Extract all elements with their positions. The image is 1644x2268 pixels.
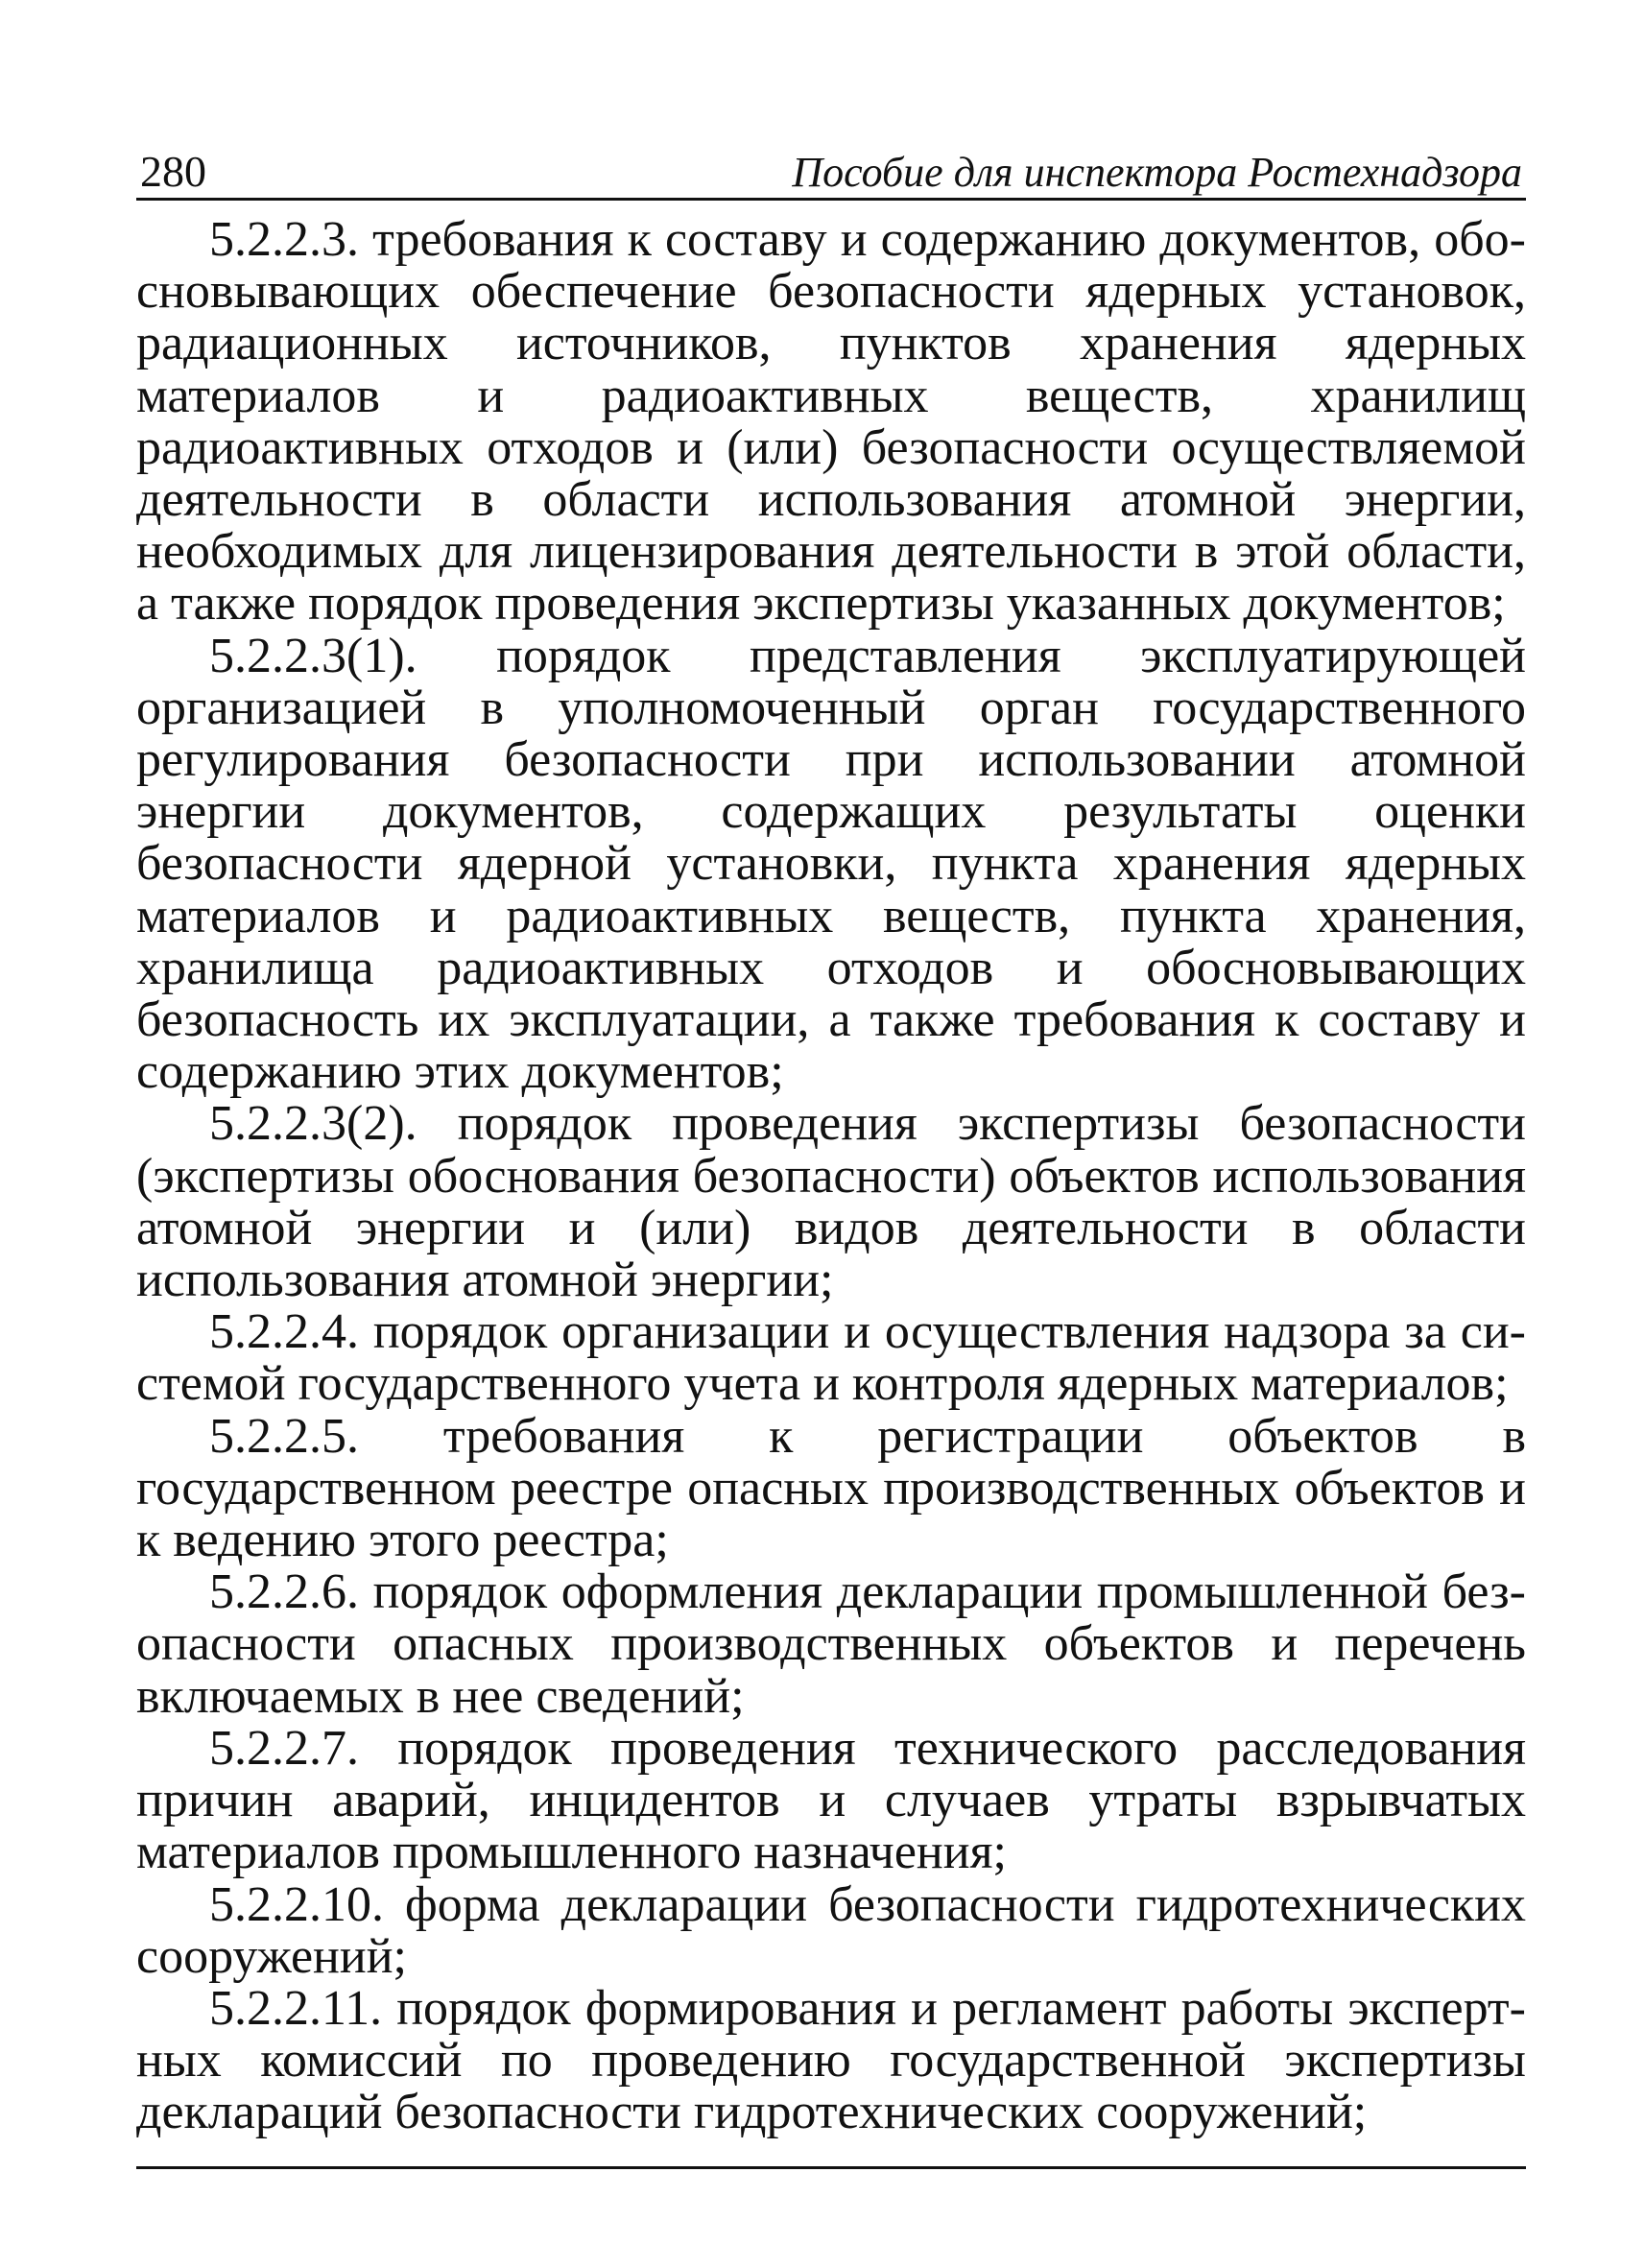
paragraph-5-2-2-6: 5.2.2.6. порядок оформления декларации промышленной безопасности опасных производственных объектов и перечень включаемых в нее сведений; (136, 1564, 1526, 1724)
page-body (136, 201, 1526, 2139)
page-number: 280 (140, 147, 206, 196)
paragraph-5-2-2-4: 5.2.2.4. порядок организации и осуществления надзора за системой государственного учета и контроля ядерных материалов; (136, 1304, 1526, 1412)
page-header (136, 144, 1526, 201)
paragraph-5-2-2-11: 5.2.2.11. порядок формирования и регламент работы экспертных комиссий по проведению государственной экспертизы деклараций безопасности гидротехнических сооружений; (136, 1980, 1526, 2140)
paragraph-5-2-2-7: 5.2.2.7. порядок проведения технического расследования причин аварий, инцидентов и случаев утраты взрывчатых материалов промышленного назначения; (136, 1720, 1526, 1880)
footer-rule (136, 2166, 1526, 2169)
book-page (136, 144, 1526, 2169)
paragraph-5-2-2-3-1: 5.2.2.3(1). порядок представления эксплуатирующей организацией в уполномоченный орган государственного регулирования безопасности при использовании атомной энергии документов, содержащих результаты оценки безопасности ядерной установки, пункта хранения ядерных материалов и радиоактивных веществ, пункта хранения, хранилища радиоактивных отходов и обосновывающих безопасность их эксплуатации, а также требования к составу и содержанию этих документов; (136, 628, 1526, 1100)
paragraph-5-2-2-5: 5.2.2.5. требования к регистрации объектов в государственном реестре опасных производственных объектов и к ведению этого реестра; (136, 1408, 1526, 1568)
paragraph-5-2-2-10: 5.2.2.10. форма декларации безопасности гидротехнических сооружений; (136, 1876, 1526, 1984)
paragraph-5-2-2-3-2: 5.2.2.3(2). порядок проведения экспертизы безопасности (экспертизы обоснования безопасности) объектов использования атомной энергии и (или) видов деятельности в области использования атомной энергии; (136, 1096, 1526, 1308)
paragraph-5-2-2-3: 5.2.2.3. требования к составу и содержанию документов, обосновывающих обеспечение безопасности ядерных установок, радиационных источников, пунктов хранения ядерных материалов и радиоактивных веществ, хранилищ радиоактивных отходов и (или) безопасности осуществляемой деятельности в области использования атомной энергии, необходимых для лицензирования деятельности в этой области, а также порядок проведения экспертизы указанных документов; (136, 212, 1526, 632)
running-title: Пособие для инспектора Ростехнадзора (792, 149, 1522, 196)
